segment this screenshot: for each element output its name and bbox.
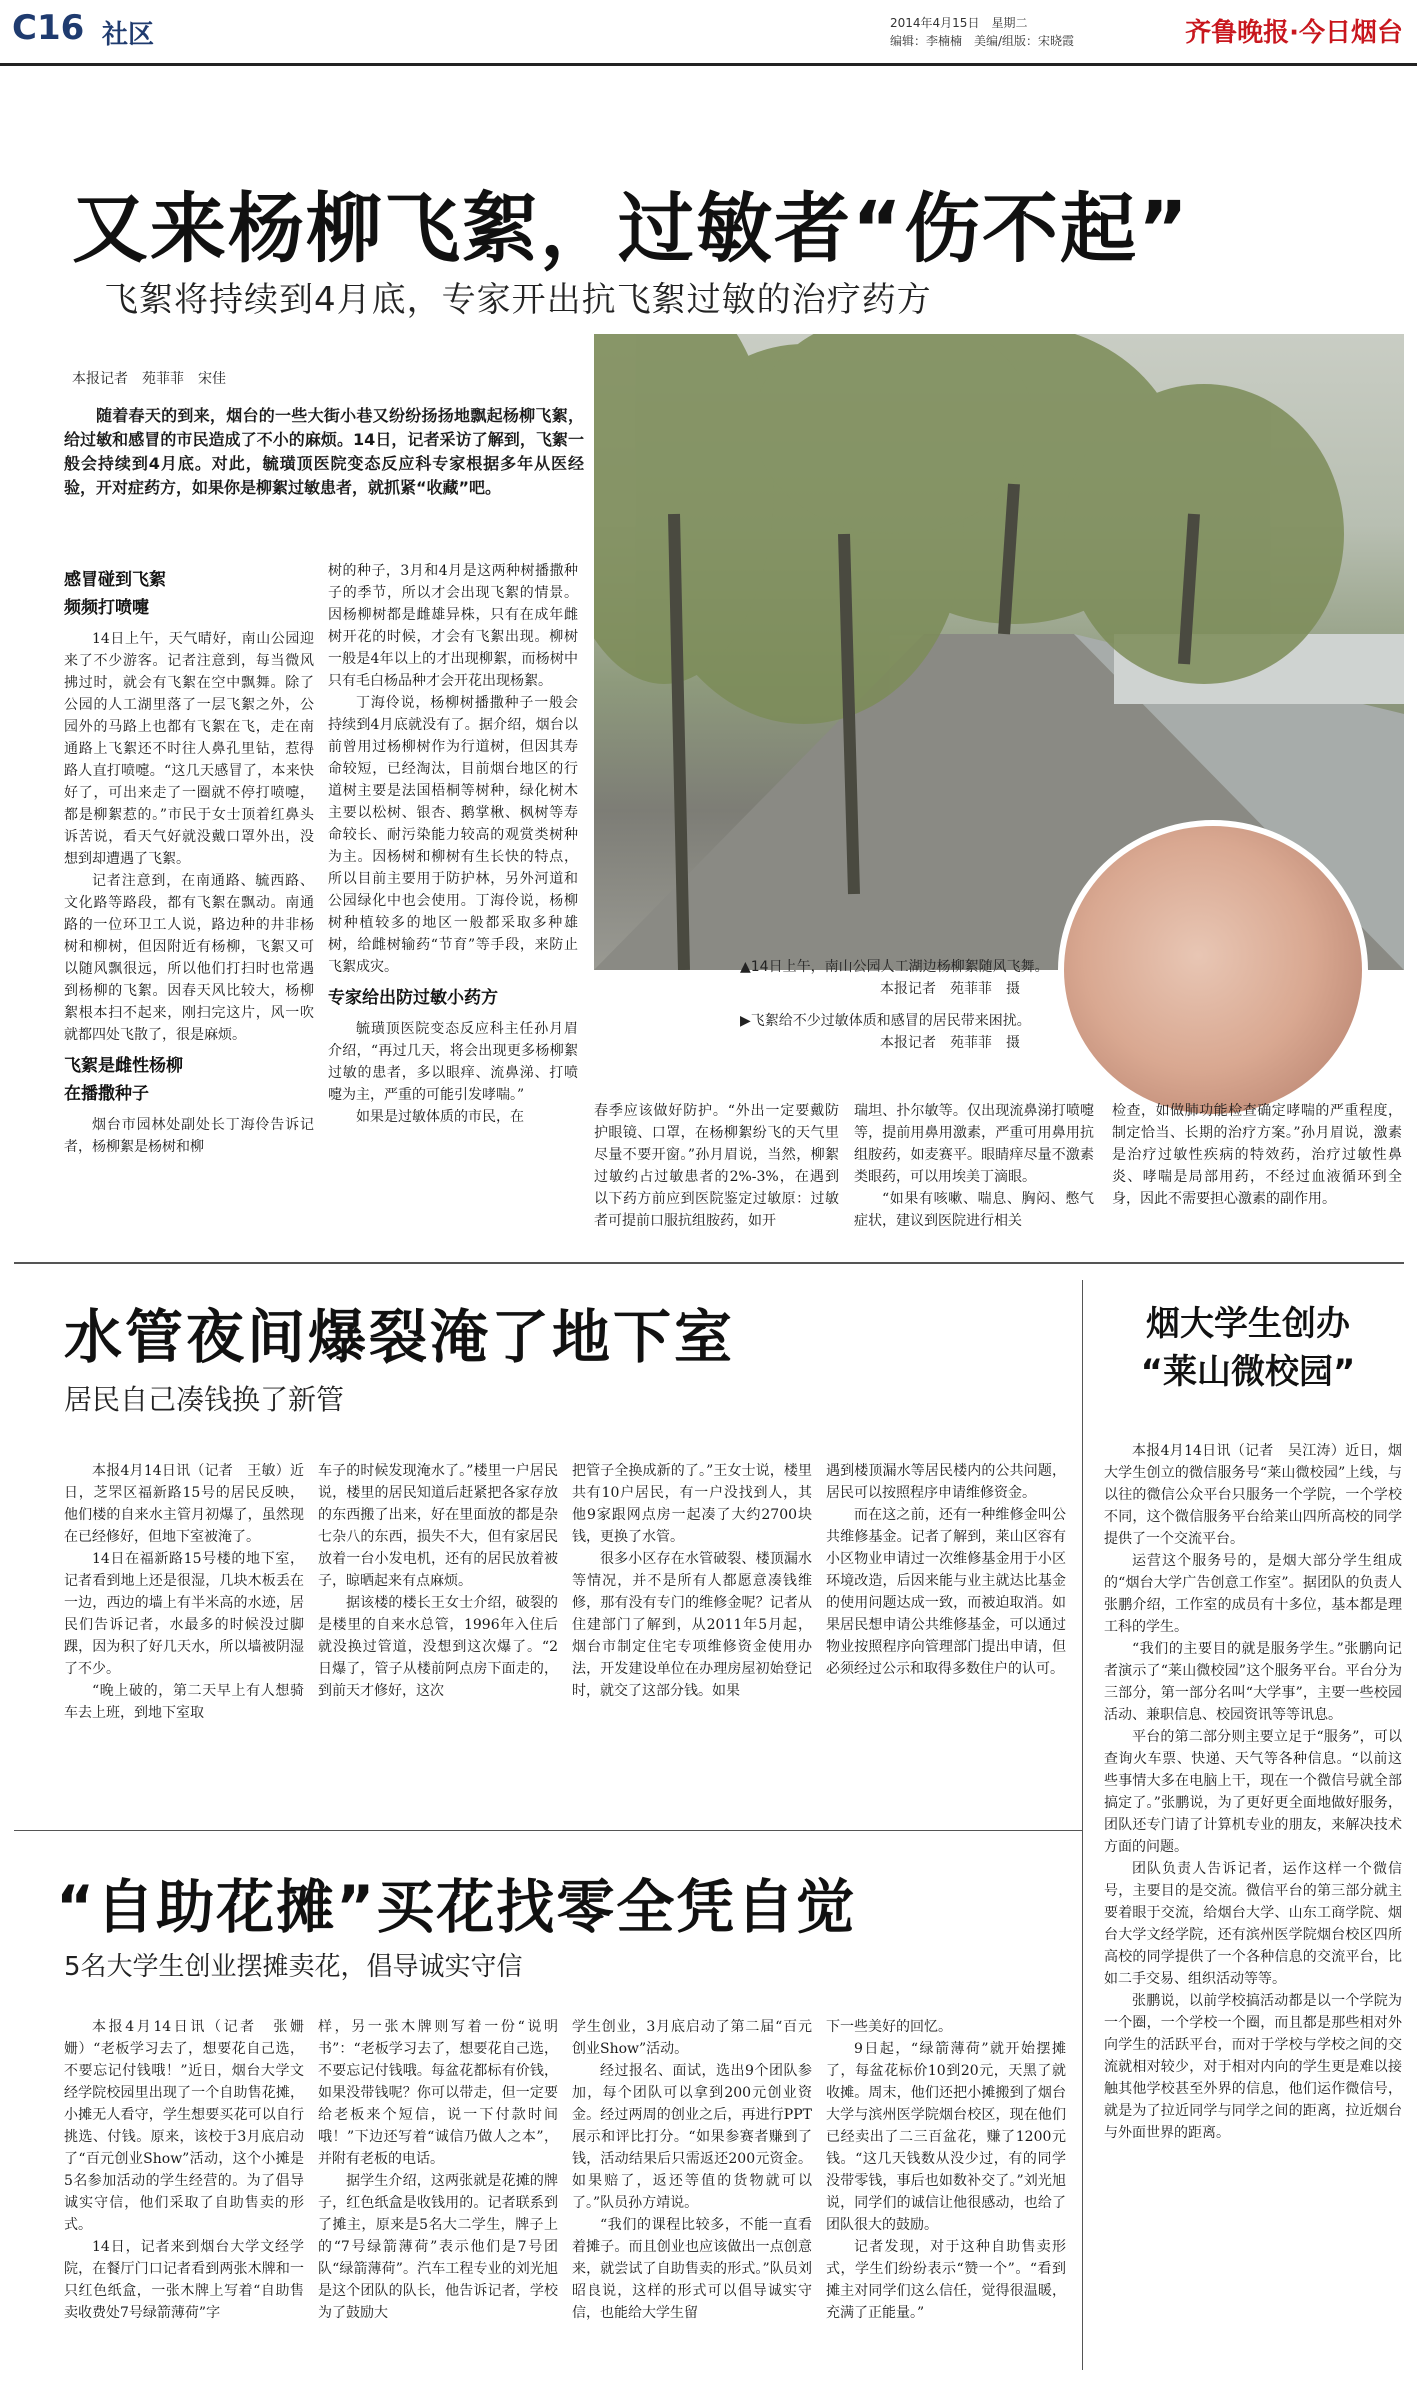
masthead (0, 0, 1417, 66)
story2-paragraph: 车子的时候发现淹水了。”楼里一户居民说，楼里的居民知道后赶紧把各家存放的东西搬了出来，好在里面放的都是杂七杂八的东西，损失不大，但有家居民放着一台小发电机，还有的居民放着被子，晾晒起来有点麻烦。 (318, 1463, 558, 1589)
story3-paragraph: 下一些美好的回忆。 (826, 2019, 952, 2035)
story3-paragraph: 经过报名、面试，选出9个团队参加，每个团队可以拿到200元创业资金。经过两周的创业之后，再进行PPT展示和评比打分。“如果参赛者赚到了钱，活动结果后只需返还200元资金。如果赔了，返还等值的货物就可以了。”队员孙方靖说。 (572, 2063, 812, 2211)
story1-subtitle-3: 专家给出防过敏小药方 (328, 988, 498, 1008)
story1-paragraph: 丁海伶说，杨柳树播撒种子一般会持续到4月底就没有了。据介绍，烟台以前曾用过杨柳树作为行道树，但因其寿命较短，已经淘汰，目前烟台地区的行道树主要是法国梧桐等树种，绿化树木主要以松树、银杏、鹅掌楸、枫树等寿命较长、耐污染能力较高的观赏类树种为主。因杨树和柳树有生长快的特点，所以目前主要用于防护林，另外河道和公园绿化中也会使用。丁海伶说，杨柳树种植较多的地区一般都采取多种雄树，给雌树输药“节育”等手段，来防止飞絮成灾。 (328, 695, 578, 975)
sidebar-body (1104, 1440, 1402, 2370)
story2-paragraph: 14日在福新路15号楼的地下室，记者看到地上还是很湿，几块木板丢在一边，西边的墙上有半米高的水迹，居民们告诉记者，水最多的时候没过脚踝，因为积了好几天水，所以墙被阴湿了不少。 (64, 1551, 304, 1677)
lead-paragraph: 随着春天的到来，烟台的一些大街小巷又纷纷扬扬地飘起杨柳飞絮，给过敏和感冒的市民造成了不小的麻烦。14日，记者采访了解到，飞絮一般会持续到4月底。对此，毓璜顶医院变态反应科专家根据多年从医经验，开对症药方，如果你是柳絮过敏患者，就抓紧“收藏”吧。 (64, 406, 584, 497)
sidebar-paragraph: 团队负责人告诉记者，运作这样一个微信号，主要目的是交流。微信平台的第三部分就主要着眼于交流，给烟台大学、山东工商学院、烟台大学文经学院，还有滨州医学院烟台校区四所高校的同学提供了一个各种信息的交流平台，比如二手交易、组织活动等等。 (1104, 1861, 1402, 1987)
caption-text: ▶飞絮给不少过敏体质和感冒的居民带来困扰。 (740, 1013, 1031, 1029)
story2-paragraph: 把管子全换成新的了。”王女士说，楼里共有10户居民，有一户没找到人，其他9家跟网点房一起凑了大约2700块钱，更换了水管。 (572, 1463, 812, 1545)
story1-subtitle-2b: 在播撒种子 (64, 1084, 149, 1104)
story3-headline: “自助花摊”买花找零全凭自觉 (56, 1873, 857, 1941)
lead-byline: 本报记者 苑菲菲 宋佳 (72, 371, 226, 387)
editors-line: 编辑：李楠楠 美编/组版：宋晓霞 (890, 34, 1075, 48)
story3-paragraph: 本报4月14日讯（记者 张姗姗）“老板学习去了，想要花自己选，不要忘记付钱哦！”近日，烟台大学文经学院校园里出现了一个自助售花摊，小摊无人看守，学生想要买花可以自行挑选、付钱。原来，该校于3月底启动了“百元创业Show”活动，这个小摊是5名参加活动的学生经营的。为了倡导诚实守信，他们采取了自助售卖的形式。 (64, 2019, 304, 2233)
story3-column-4 (826, 2016, 1066, 2366)
section-divider (14, 1262, 1404, 1264)
story1-paragraph: 春季应该做好防护。“外出一定要戴防护眼镜、口罩，在杨柳絮纷飞的天气里尽量不要开窗。”孙月眉说，当然，柳絮过敏约占过敏患者的2%-3%，在遇到以下药方前应到医院鉴定过敏原：过敏者可提前口服抗组胺药，如开 (594, 1103, 839, 1229)
lead-subhead: 飞絮将持续到4月底，专家开出抗飞絮过敏的治疗药方 (104, 280, 932, 320)
story1-subtitle-2: 飞絮是雌性杨柳 (64, 1056, 183, 1076)
caption-credit: 本报记者 苑菲菲 摄 (880, 1035, 1020, 1051)
story1-column-3 (594, 1100, 839, 1250)
story1-paragraph: 瑞坦、扑尔敏等。仅出现流鼻涕打喷嚏等，提前用鼻用激素，严重可用鼻用抗组胺药，如麦赛平。眼睛痒尽量不激素类眼药，可以用埃美丁滴眼。 (854, 1103, 1094, 1185)
story2-paragraph: 遇到楼顶漏水等居民楼内的公共问题，居民可以按照程序申请维修资金。 (826, 1463, 1066, 1501)
story3-paragraph: 样，另一张木牌则写着一份“说明书”：“老板学习去了，想要花自己选，不要忘记付钱哦。每盆花都标有价钱，如果没带钱呢？你可以带走，但一定要给老板来个短信，说一下付款时间哦！”下边还写着“诚信乃做人之本”，并附有老板的电话。 (318, 2019, 558, 2167)
story3-paragraph: 记者发现，对于这种自助售卖形式，学生们纷纷表示“赞一个”。“看到摊主对同学们这么信任，觉得很温暖，充满了正能量。” (826, 2239, 1066, 2321)
sidebar-paragraph: 张鹏说，以前学校搞活动都是以一个学院为一个圈，一个学校一个圈，而且都是那些相对外向学生的活跃平台，而对于学校与学校之间的交流就相对较少，对于相对内向的学生更是难以接触其他学校甚至外界的信息，他们运作微信号，就是为了拉近同学与同学之间的距离，拉近烟台与外面世界的距离。 (1104, 1993, 1402, 2141)
story2-paragraph: 而在这之前，还有一种维修金叫公共维修基金。记者了解到，莱山区容有小区物业申请过一次维修基金用于小区环境改造，后因来能与业主就达比基金的使用问题达成一致，而被迫取消。如果居民想申请公共维修基金，可以通过物业按照程序向管理部门提出申请，但必须经过公示和取得多数住户的认可。 (826, 1507, 1066, 1677)
story3-paragraph: 14日，记者来到烟台大学文经学院，在餐厅门口记者看到两张木牌和一只红色纸盒，一张木牌上写着“自助售卖收费处7号绿箭薄荷”字 (64, 2239, 304, 2321)
story1-subtitle-1b: 频频打喷嚏 (64, 598, 149, 618)
caption-credit: 本报记者 苑菲菲 摄 (880, 981, 1020, 997)
pollen-closeup-photo (1058, 820, 1368, 1120)
section-divider (14, 1830, 1082, 1831)
sidebar-paragraph: “我们的主要目的就是服务学生。”张鹏向记者演示了“莱山微校园”这个服务平台。平台分为三部分，第一部分名叫“大学事”，主要一些校园活动、兼职信息、校园资讯等等讯息。 (1104, 1641, 1402, 1723)
story3-paragraph: “我们的课程比较多，不能一直看着摊子。而且创业也应该做出一点创意来，就尝试了自助售卖的形式。”队员刘昭良说，这样的形式可以倡导诚实守信，也能给大学生留 (572, 2217, 812, 2321)
story1-paragraph: 烟台市园林处副处长丁海伶告诉记者，杨柳絮是杨树和柳 (64, 1117, 314, 1155)
story1-paragraph: 检查，如做肺功能检查确定哮喘的严重程度，制定恰当、长期的治疗方案。”孙月眉说，激素是治疗过敏性疾病的特效药，治疗过敏性鼻炎、哮喘是局部用药，不经过血液循环到全身，因此不需要担心激素的副作用。 (1112, 1103, 1402, 1207)
story3-paragraph: 9日起，“绿箭薄荷”就开始摆摊了，每盆花标价10到20元，天黑了就收摊。周末，他们还把小摊搬到了烟台大学与滨州医学院烟台校区，现在他们已经卖出了二三百盆花，赚了1200元钱。“这几天钱数从没少过，有的同学没带零钱，事后也如数补交了。”刘光旭说，同学们的诚信让他很感动，也给了团队很大的鼓励。 (826, 2041, 1066, 2233)
story3-column-3 (572, 2016, 812, 2366)
story1-paragraph: 毓璜顶医院变态反应科主任孙月眉介绍，“再过几天，将会出现更多杨柳絮过敏的患者，多以眼痒、流鼻涕、打喷嚏为主，严重的可能引发哮喘。” (328, 1021, 578, 1103)
date-line: 2014年4月15日 星期二 (890, 16, 1028, 30)
masthead-info (890, 14, 1074, 50)
story2-column-1 (64, 1460, 304, 1800)
column-rule (1082, 1280, 1083, 2370)
story3-paragraph: 学生创业，3月底启动了第二届“百元创业Show”活动。 (572, 2019, 812, 2057)
story2-column-3 (572, 1460, 812, 1800)
story2-paragraph: 据该楼的楼长王女士介绍，破裂的是楼里的自来水总管，1996年入住后就没换过管道，没想到这次爆了。“2日爆了，管子从楼前阿点房下面走的，到前天才修好，这次 (318, 1595, 558, 1699)
story3-subhead: 5名大学生创业摆摊卖花，倡导诚实守信 (64, 1952, 523, 1982)
newspaper-brand: 齐鲁晚报·今日烟台 (1185, 18, 1403, 48)
section-name: 社区 (102, 20, 155, 50)
photo-caption-2 (740, 1010, 1070, 1054)
story1-paragraph: 记者注意到，在南通路、毓西路、文化路等路段，都有飞絮在飘动。南通路的一位环卫工人说，路边种的井非杨树和柳树，但因附近有杨柳，飞絮又可以随风飘很远，所以他们打扫时也常遇到杨柳的飞絮。因春天风比较大，杨柳絮根本扫不起来，刚扫完这片，风一吹就都四处飞散了，很是麻烦。 (64, 873, 314, 1043)
story1-column-4 (854, 1100, 1094, 1250)
story2-subhead: 居民自己凑钱换了新管 (64, 1383, 345, 1416)
sidebar-paragraph: 本报4月14日讯（记者 吴江涛）近日，烟大学生创立的微信服务号“莱山微校园”上线，与以往的微信公众平台只服务一个学院，一个学校不同，这个微信服务平台给莱山四所高校的同学提供了一个交流平台。 (1104, 1443, 1402, 1547)
sidebar-headline-line-2: “莱山微校园” (1140, 1352, 1356, 1392)
sidebar-paragraph: 平台的第二部分则主要立足于“服务”，可以查询火车票、快递、天气等各种信息。“以前这些事情大多在电脑上干，现在一个微信号就全部搞定了。”张鹏说，为了更好更全面地做好服务，团队还专门请了计算机专业的朋友，来解决技术方面的问题。 (1104, 1729, 1402, 1855)
story1-column-2 (328, 560, 578, 1260)
story3-column-1 (64, 2016, 304, 2366)
story3-column-2 (318, 2016, 558, 2366)
story1-column-1 (64, 560, 314, 1260)
page-number: C16 (12, 8, 85, 48)
sidebar-headline (1098, 1300, 1398, 1396)
photo-caption-1 (740, 956, 1070, 1000)
story1-subtitle-1: 感冒碰到飞絮 (64, 570, 166, 590)
story2-paragraph: 本报4月14日讯（记者 王敏）近日，芝罘区福新路15号的居民反映，他们楼的自来水主管月初爆了，虽然现在已经修好，但地下室被淹了。 (64, 1463, 304, 1545)
caption-text: ▲14日上午，南山公园人工湖边杨柳絮随风飞舞。 (740, 959, 1049, 975)
story2-column-4 (826, 1460, 1066, 1800)
lead-headline: 又来杨柳飞絮，过敏者“伤不起” (72, 184, 1190, 273)
story2-paragraph: 很多小区存在水管破裂、楼顶漏水等情况，并不是所有人都愿意凑钱维修，那有没有专门的维修金呢？记者从住建部门了解到，从2011年5月起，烟台市制定住宅专项维修资金使用办法，开发建设单位在办理房屋初始登记时，就交了这部分钱。如果 (572, 1551, 812, 1699)
story2-paragraph: “晚上破的，第二天早上有人想骑车去上班，到地下室取 (64, 1683, 304, 1721)
story2-headline: 水管夜间爆裂淹了地下室 (64, 1303, 736, 1371)
story1-paragraph: “如果有咳嗽、喘息、胸闷、憋气症状，建议到医院进行相关 (854, 1191, 1094, 1229)
story3-paragraph: 据学生介绍，这两张就是花摊的牌子，红色纸盒是收钱用的。记者联系到了摊主，原来是5名大二学生，牌子上的“7号绿箭薄荷”表示他们是7号团队“绿箭薄荷”。汽车工程专业的刘光旭是这个团队的队长，他告诉记者，学校为了鼓励大 (318, 2173, 558, 2321)
sidebar-headline-line-1: 烟大学生创办 (1146, 1304, 1350, 1344)
story1-paragraph: 14日上午，天气晴好，南山公园迎来了不少游客。记者注意到，每当微风拂过时，就会有飞絮在空中飘舞。除了公园的人工湖里落了一层飞絮之外，公园外的马路上也都有飞絮在飞，走在南通路上飞絮还不时往人鼻孔里钻，惹得路人直打喷嚏。“这几天感冒了，本来快好了，可出来走了一圈就不停打喷嚏，都是柳絮惹的。”市民于女士顶着红鼻头诉苦说，看天气好就没戴口罩外出，没想到却遭遇了飞絮。 (64, 631, 314, 867)
sidebar-paragraph: 运营这个服务号的，是烟大部分学生组成的“烟台大学广告创意工作室”。据团队的负责人张鹏介绍，工作室的成员有十多位，基本都是理工科的学生。 (1104, 1553, 1402, 1635)
story2-column-2 (318, 1460, 558, 1800)
story1-paragraph: 树的种子，3月和4月是这两种树播撒种子的季节，所以才会出现飞絮的情景。因杨柳树都是雌雄异株，只有在成年雌树开花的时候，才会有飞絮出现。柳树一般是4年以上的才出现柳絮，而杨树中只有毛白杨品种才会开花出现杨絮。 (328, 563, 578, 689)
story1-paragraph: 如果是过敏体质的市民，在 (356, 1109, 524, 1125)
story1-column-5 (1112, 1100, 1402, 1250)
